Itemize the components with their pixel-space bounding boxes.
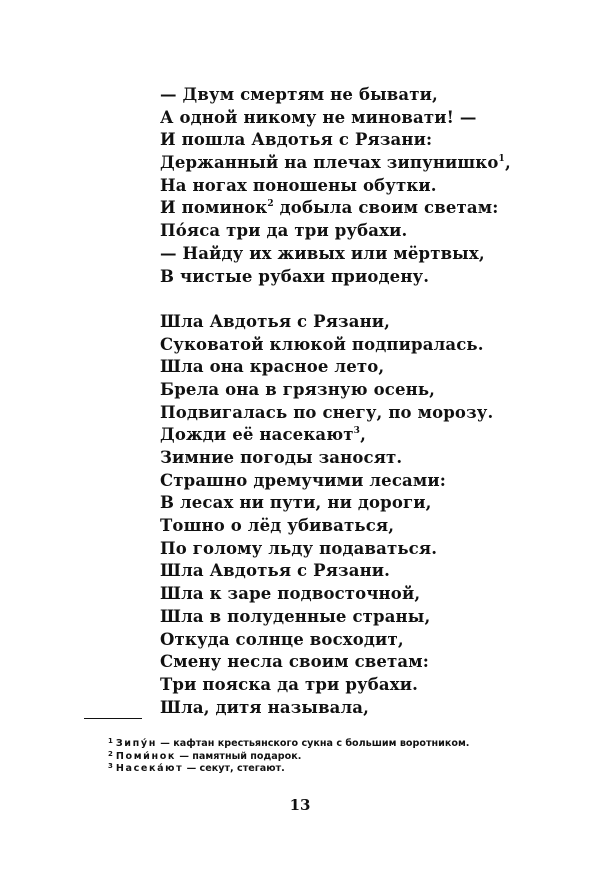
footnote-term: Зипу́н <box>115 738 157 749</box>
poem-line-text: Подвигалась по снегу, по морозу. <box>160 402 494 422</box>
poem-line <box>160 84 580 107</box>
poem-line <box>160 311 580 334</box>
poem-line-text-tail: , <box>504 153 511 173</box>
poem-line-text: По́яса три да три рубахи. <box>160 221 408 241</box>
poem-line-text: Суковатой клюкой подпиралась. <box>160 334 484 354</box>
poem-line-text: Тошно о лёд убиваться, <box>160 516 395 536</box>
poem-line <box>160 266 580 289</box>
poem-line <box>160 697 580 720</box>
footnote-definition: — кафтан крестьянского сукна с большим воротником. <box>156 738 470 749</box>
poem-line <box>160 220 580 243</box>
poem-line-text-tail: , <box>360 425 366 445</box>
footnote-marker: 2 <box>267 199 274 210</box>
footnote-definition: — памятный подарок. <box>176 750 302 762</box>
page-number: 13 <box>289 796 311 814</box>
footnote <box>108 751 578 764</box>
poem-line-text: Шла Авдотья с Рязани. <box>160 561 391 581</box>
poem-line-text: — Двум смертям не бывати, <box>160 85 438 104</box>
poem-line-text: Дожди её насекают <box>160 425 354 445</box>
poem-line-text: Откуда солнце восходит, <box>160 629 404 649</box>
poem-body <box>160 84 580 719</box>
poem-line <box>160 197 580 220</box>
poem-line <box>160 515 580 538</box>
poem-line-text: Шла, дитя называла, <box>160 697 370 717</box>
poem-line <box>160 129 580 152</box>
poem-line <box>160 606 580 629</box>
poem-line <box>160 402 580 425</box>
poem-line-text-tail: добыла своим светам: <box>273 198 499 218</box>
poem-line-text: Шла в полуденные страны, <box>160 606 431 626</box>
poem-line <box>160 629 580 652</box>
footnote-marker: 1 <box>498 154 505 165</box>
poem-line <box>160 651 580 674</box>
poem-line <box>160 538 580 561</box>
poem-line <box>160 470 580 493</box>
poem-line <box>160 152 580 175</box>
poem-line <box>160 356 580 379</box>
footnote <box>108 738 578 751</box>
poem-line <box>160 560 580 583</box>
footnote-definition: — секут, стегают. <box>183 763 285 774</box>
poem-line-text: Страшно дремучими лесами: <box>160 470 446 490</box>
poem-line-text: В лесах ни пути, ни дороги, <box>160 493 432 513</box>
stanza-break <box>160 288 580 311</box>
footnote-term: Поми́нок <box>115 750 176 762</box>
poem-line-text: По голому льду подаваться. <box>160 538 438 558</box>
poem-line-text: Шла к заре подвосточной, <box>160 584 421 604</box>
poem-line-text: Брела она в грязную осень, <box>160 379 436 399</box>
poem-line <box>160 243 580 266</box>
poem-line <box>160 492 580 515</box>
poem-line <box>160 107 580 130</box>
poem-line-text: В чистые рубахи приодену. <box>160 266 430 286</box>
footnote-number: 3 <box>108 762 113 770</box>
poem-line <box>160 175 580 198</box>
poem-line <box>160 674 580 697</box>
footnote-marker: 3 <box>353 426 361 437</box>
poem-line-text: Держанный на плечах зипунишко <box>160 153 499 173</box>
footnote <box>108 763 578 776</box>
footnote-divider <box>84 718 142 719</box>
poem-line-text: Три пояска да три рубахи. <box>160 674 419 694</box>
poem-line-text: И пошла Авдотья с Рязани: <box>160 130 433 150</box>
poem-line-text: На ногах поношены обутки. <box>160 175 437 195</box>
footnotes <box>108 738 578 776</box>
poem-line-text: Шла Авдотья с Рязани, <box>160 311 391 331</box>
poem-line-text: А одной никому не миновати! — <box>160 107 477 127</box>
poem-line-text: Зимние погоды заносят. <box>160 448 403 467</box>
poem-line-text: Шла она красное лето, <box>160 357 385 377</box>
poem-line <box>160 379 580 402</box>
poem-line-text: — Найду их живых или мёртвых, <box>160 243 485 263</box>
poem-line <box>160 447 580 470</box>
poem-line <box>160 334 580 357</box>
poem-line-text: Смену несла своим светам: <box>160 652 429 672</box>
footnote-number: 2 <box>108 749 113 758</box>
poem-line-text: И поминок <box>160 198 268 218</box>
footnote-term: Насека́ют <box>115 763 184 774</box>
footnote-number: 1 <box>108 737 113 745</box>
poem-line <box>160 583 580 606</box>
poem-line <box>160 424 580 447</box>
